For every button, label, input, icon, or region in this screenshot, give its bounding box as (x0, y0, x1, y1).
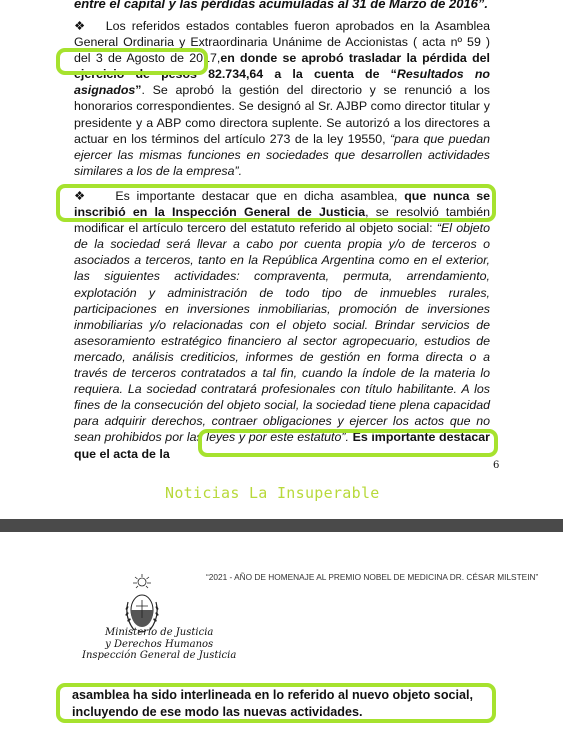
paragraph-2-start: Es importante destacar que en dicha asamblea, (115, 189, 405, 203)
ministry-line-2: y Derechos Humanos (105, 638, 214, 650)
paragraph-2-mid: , se resolvió también modificar el artículo tercero del estatuto referido al objeto social: (74, 205, 490, 236)
paragraph-2 (74, 188, 490, 462)
watermark-text: Noticias La Insuperable (165, 484, 380, 502)
highlight-box-page-2 (56, 683, 496, 723)
page-number: 6 (493, 460, 500, 471)
paragraph-2-bold-end: Es importante destacar que el acta de la (74, 430, 490, 461)
highlight-box-inscription (56, 184, 496, 222)
paragraph-1-rest: . Se aprobó la gestión del directorio y se renunció a los honorarios correspondientes. Se designó al Sr. AJBP como director titular y presidente y a ABP como directora suplente. Se autorizó a los directores a actuar en los términos del artículo 273 de la ley 19550, (74, 83, 490, 146)
document-page-2 (0, 532, 563, 729)
objeto-social-quote: “El objeto de la sociedad será llevar a cabo por cuenta propia y/o de terceros o asociados a terceros, tanto en la República Argentina como en el exterior, las siguientes actividades: compraventa, permuta, arrendamiento, explotación y administración de todo tipo de inmuebles rurales, participaciones en inversiones inmobiliarias, promoción de inversiones inmobiliarias y/o relacionadas con el objeto social. Brindar servicios de asesoramiento estratégico financiero al sector agropecuario, estudios de mercado, análisis crediticios, informes de gestión en forma directa o a través de terceros contratados a tal fin, cuando la índole de la materia lo requiera. La sociedad contratará profesionales con título habilitante. A los fines de la consecución del objeto social, la sociedad tiene plena capacidad para adquirir derechos, contraer obligaciones y ejercer los actos que no sean prohibidos por las leyes y por este estatuto”. (74, 221, 490, 445)
page-separator (0, 519, 563, 532)
paragraph-1-bold-close: ” (135, 83, 142, 98)
highlight-box-date (56, 48, 208, 75)
page-2-text: asamblea ha sido interlineada en lo referido al nuevo objeto social, incluyendo de ese modo las nuevas actividades. (72, 688, 474, 719)
bullet-icon: ❖ (74, 189, 89, 203)
ministry-line-1: Ministerio de Justicia (104, 627, 214, 638)
paragraph-1-bold-italic: Resultados no asignados (74, 67, 490, 98)
highlight-box-acta (198, 429, 498, 457)
ministry-line-3: Inspección General de Justicia (82, 650, 237, 661)
paragraph-1-start: Los referidos estados contables fueron aprobados en la Asamblea General Ordinaria y Extraordinaria Unánime de Accionistas ( acta nº 59 ) del (74, 19, 491, 66)
paragraph-2-bold: que nunca se inscribió en la Inspección General de Justicia (74, 189, 490, 220)
bullet-icon: ❖ (74, 19, 88, 33)
paragraph-1-italic-quote: “para que puedan ejercer las mismas funciones en sociedades que desarrollen actividades similares a los de la empresa”. (74, 131, 490, 178)
paragraph-1-bold: en donde se aprobó trasladar la pérdida del ejercicio de pesos 82.734,64 a la cuenta de “ (74, 51, 491, 82)
highlighted-date: 3 de Agosto de 2017, (95, 51, 221, 66)
ministry-letterhead (82, 627, 236, 662)
year-header-note: “2021 - AÑO DE HOMENAJE AL PREMIO NOBEL DE MEDICINA DR. CÉSAR MILSTEIN” (206, 572, 539, 582)
paragraph-1 (74, 18, 490, 179)
heading-line: entre el capital y las pérdidas acumuladas al 31 de Marzo de 2016”. (74, 0, 489, 11)
